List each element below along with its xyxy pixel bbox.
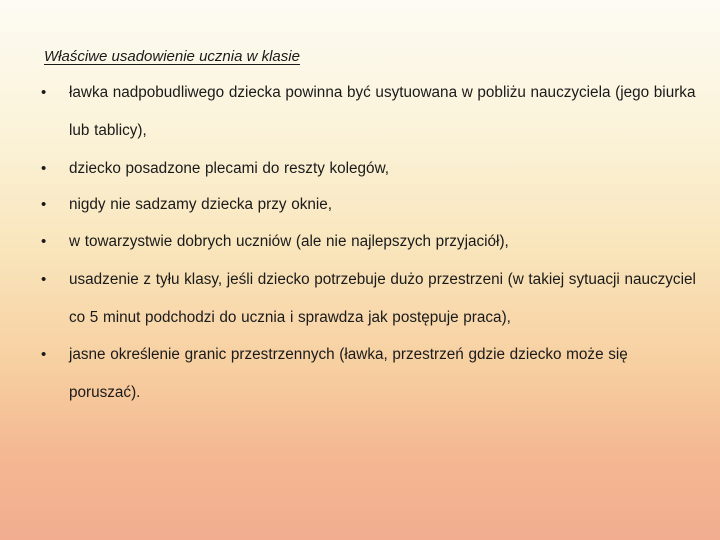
bullet-text: w towarzystwie dobrych uczniów (ale nie najlepszych przyjaciół), [69, 233, 509, 250]
bullet-marker: • [41, 196, 47, 213]
bullet-marker: • [41, 233, 47, 250]
bullet-text: jasne określenie granic przestrzennych (ławka, przestrzeń gdzie dziecko może się poruszać). [69, 346, 628, 401]
bullet-marker: • [41, 84, 47, 101]
bullet-text: nigdy nie sadzamy dziecka przy oknie, [69, 196, 333, 213]
bullet-text: ławka nadpobudliwego dziecka powinna być usytuowana w pobliżu nauczyciela (jego biurka lub tablicy), [69, 84, 696, 139]
bullet-marker: • [41, 271, 47, 288]
bullet-text: usadzenie z tyłu klasy, jeśli dziecko potrzebuje dużo przestrzeni (w takiej sytuacji nauczyciel co 5 minut podchodzi do ucznia i sprawdza jak postępuje praca), [69, 271, 696, 326]
bullet-marker: • [41, 346, 47, 363]
bullet-marker: • [41, 160, 47, 177]
slide-title: Właściwe usadowienie ucznia w klasie [44, 48, 300, 65]
bullet-text: dziecko posadzone plecami do reszty kolegów, [69, 160, 390, 177]
